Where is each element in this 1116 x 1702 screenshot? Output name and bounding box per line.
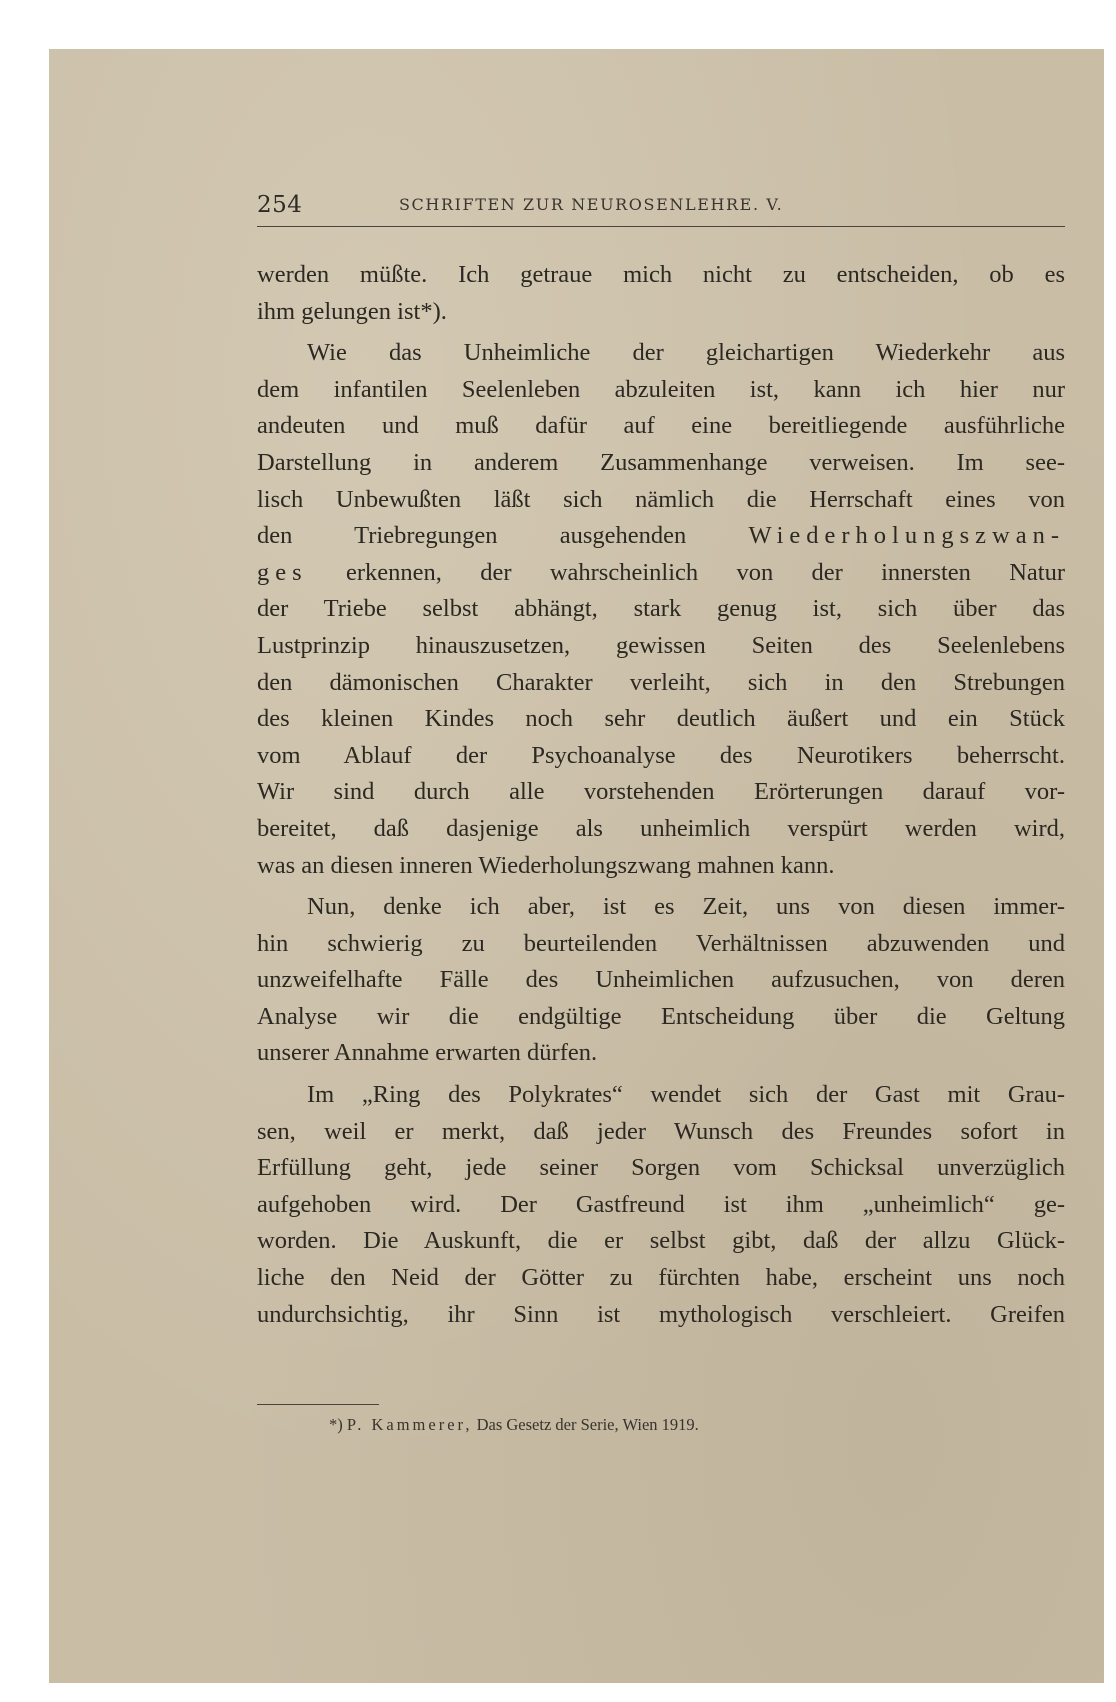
emphasized-term: ges bbox=[257, 558, 308, 586]
text-line bbox=[257, 518, 1065, 555]
text-line: aufgehoben wird. Der Gastfreund ist ihm „unheimlich“ ge- bbox=[257, 1190, 1065, 1218]
text-line: der Triebe selbst abhängt, stark genug ist, sich über das bbox=[257, 595, 1065, 623]
text-line: hin schwierig zu beurteilenden Verhältnissen abzuwenden und bbox=[257, 929, 1065, 957]
text-line: Lustprinzip hinauszusetzen, gewissen Seiten des Seelenlebens bbox=[257, 631, 1065, 659]
text-line: des kleinen Kindes noch sehr deutlich äußert und ein Stück bbox=[257, 705, 1065, 733]
text-line: bereitet, daß dasjenige als unheimlich verspürt werden wird, bbox=[257, 814, 1065, 842]
paragraph-start-line: Im „Ring des Polykrates“ wendet sich der Gast mit Grau- bbox=[307, 1081, 1065, 1109]
text-line: den dämonischen Charakter verleiht, sich in den Strebungen bbox=[257, 668, 1065, 696]
page-number: 254 bbox=[257, 192, 303, 218]
text-segment: erkennen, der wahrscheinlich von der innersten Natur bbox=[346, 558, 1065, 586]
text-line: was an diesen inneren Wiederholungszwang mahnen kann. bbox=[257, 851, 835, 879]
text-line: ihm gelungen ist*). bbox=[257, 297, 447, 325]
paragraph-start-line: Nun, denke ich aber, ist es Zeit, uns von diesen immer- bbox=[307, 893, 1065, 921]
text-line: werden müßte. Ich getraue mich nicht zu entscheiden, ob es bbox=[257, 261, 1065, 288]
text-line: worden. Die Auskunft, die er selbst gibt, daß der allzu Glück- bbox=[257, 1227, 1065, 1255]
emphasized-term: Wiederholungszwan- bbox=[748, 522, 1065, 550]
text-line: liche den Neid der Götter zu fürchten habe, erscheint uns noch bbox=[257, 1264, 1065, 1292]
text-line: vom Ablauf der Psychoanalyse des Neurotikers beherrscht. bbox=[257, 741, 1065, 769]
text-line: sen, weil er merkt, daß jeder Wunsch des Freundes sofort in bbox=[257, 1117, 1065, 1145]
body-text bbox=[257, 257, 1065, 1333]
text-line: andeuten und muß dafür auf eine bereitliegende ausführliche bbox=[257, 412, 1065, 440]
footnote-marker: *) bbox=[329, 1415, 343, 1434]
paragraph-start-line: Wie das Unheimliche der gleichartigen Wiederkehr aus bbox=[307, 339, 1065, 367]
footnote-text: Das Gesetz der Serie, Wien 1919. bbox=[476, 1415, 699, 1434]
text-line: dem infantilen Seelenleben abzuleiten ist, kann ich hier nur bbox=[257, 375, 1065, 403]
page-scan bbox=[49, 49, 1104, 1683]
footnote bbox=[329, 1415, 699, 1435]
text-line: lisch Unbewußten läßt sich nämlich die Herrschaft eines von bbox=[257, 485, 1065, 513]
page-header bbox=[257, 192, 1065, 227]
text-line: unzweifelhafte Fälle des Unheimlichen aufzusuchen, von deren bbox=[257, 966, 1065, 994]
text-segment: den Triebregungen ausgehenden bbox=[257, 522, 687, 550]
text-line: unserer Annahme erwarten dürfen. bbox=[257, 1039, 598, 1067]
text-line: Darstellung in anderem Zusammenhange verweisen. Im see- bbox=[257, 448, 1065, 476]
text-line: Erfüllung geht, jede seiner Sorgen vom Schicksal unverzüglich bbox=[257, 1154, 1065, 1182]
running-head: SCHRIFTEN ZUR NEUROSENLEHRE. V. bbox=[399, 195, 784, 214]
footnote-divider bbox=[257, 1404, 379, 1405]
text-line: Analyse wir die endgültige Entscheidung über die Geltung bbox=[257, 1002, 1065, 1030]
text-line: Wir sind durch alle vorstehenden Erörterungen darauf vor- bbox=[257, 778, 1065, 806]
footnote-author: P. Kammerer, bbox=[346, 1415, 473, 1434]
text-line bbox=[257, 555, 1065, 592]
text-line: undurchsichtig, ihr Sinn ist mythologisch verschleiert. Greifen bbox=[257, 1300, 1065, 1328]
